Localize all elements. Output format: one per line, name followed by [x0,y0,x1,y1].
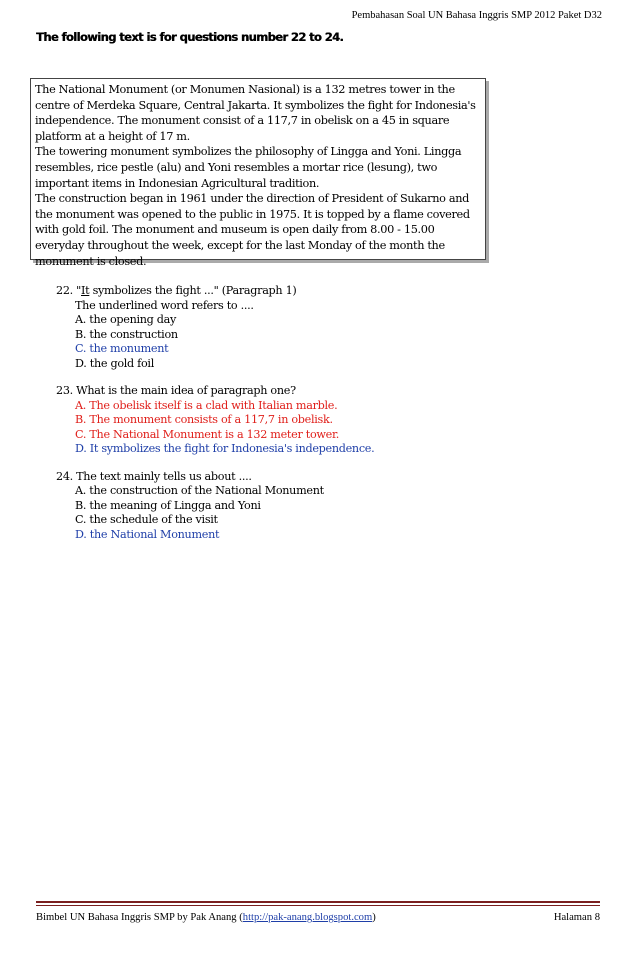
option-23-d-answer: D. It symbolizes the fight for Indonesia's independence. [75,442,375,455]
question-24 [56,470,596,543]
footer-rule [36,901,600,903]
reading-passage-box [30,78,486,268]
page-header: Pembahasan Soal UN Bahasa Inggris SMP 2012 Paket D32 [351,10,602,21]
option-22-c-answer: C. the monument [75,342,169,355]
instruction-heading: The following text is for questions number 22 to 24. [36,30,344,44]
footer-rule-thin [36,905,600,906]
passage-line: with gold foil. The monument and museum is open daily from 8.00 - 15.00 [35,223,435,237]
question-23-stem: 23. What is the main idea of paragraph one? [56,384,296,397]
option-23-a: A. The obelisk itself is a clad with Italian marble. [75,398,338,412]
question-22-stem: 22. "It symbolizes the fight ..." (Paragraph 1) [56,284,297,297]
option-22-a: A. the opening day [75,313,177,326]
passage-line: centre of Merdeka Square, Central Jakarta. It symbolizes the fight for Indonesia's [35,98,476,112]
passage-line: monument is closed. [35,254,147,268]
underlined-word: It [81,284,90,297]
option-22-b: B. the construction [75,327,178,341]
option-22-d: D. the gold foil [75,356,154,370]
option-23-c: C. The National Monument is a 132 meter tower. [75,427,340,441]
footer-credit: Bimbel UN Bahasa Inggris SMP by Pak Anang (http://pak-anang.blogspot.com) [36,912,376,923]
passage-line: The towering monument symbolizes the philosophy of Lingga and Yoni. Lingga [35,145,462,159]
passage-line: everyday throughout the week, except for the last Monday of the month the [35,238,445,252]
passage-line: platform at a height of 17 m. [35,129,190,143]
option-24-c: C. the schedule of the visit [75,513,218,526]
option-23-b: B. The monument consists of a 117,7 in obelisk. [75,413,333,426]
question-list [56,284,596,555]
passage-line: The construction began in 1961 under the direction of President of Sukarno and [35,192,470,206]
passage-line: resembles, rice pestle (alu) and Yoni resembles a mortar rice (lesung), two [35,160,438,174]
question-24-stem: 24. The text mainly tells us about .... [56,469,252,483]
question-23 [56,384,596,457]
option-24-a: A. the construction of the National Monument [75,484,324,497]
passage-line: important items in Indonesian Agricultural tradition. [35,176,320,190]
question-22 [56,284,596,371]
passage-line: The National Monument (or Monumen Nasional) is a 132 metres tower in the [35,83,455,96]
passage-line: the monument was opened to the public in 1975. It is topped by a flame covered [35,207,470,221]
blog-link[interactable]: http://pak-anang.blogspot.com [242,912,373,923]
page-number: Halaman 8 [553,912,600,923]
option-24-b: B. the meaning of Lingga and Yoni [75,498,261,512]
passage-line: independence. The monument consist of a 117,7 in obelisk on a 45 in square [35,114,450,128]
option-24-d-answer: D. the National Monument [75,527,220,541]
question-22-subprompt: The underlined word refers to .... [75,298,254,312]
